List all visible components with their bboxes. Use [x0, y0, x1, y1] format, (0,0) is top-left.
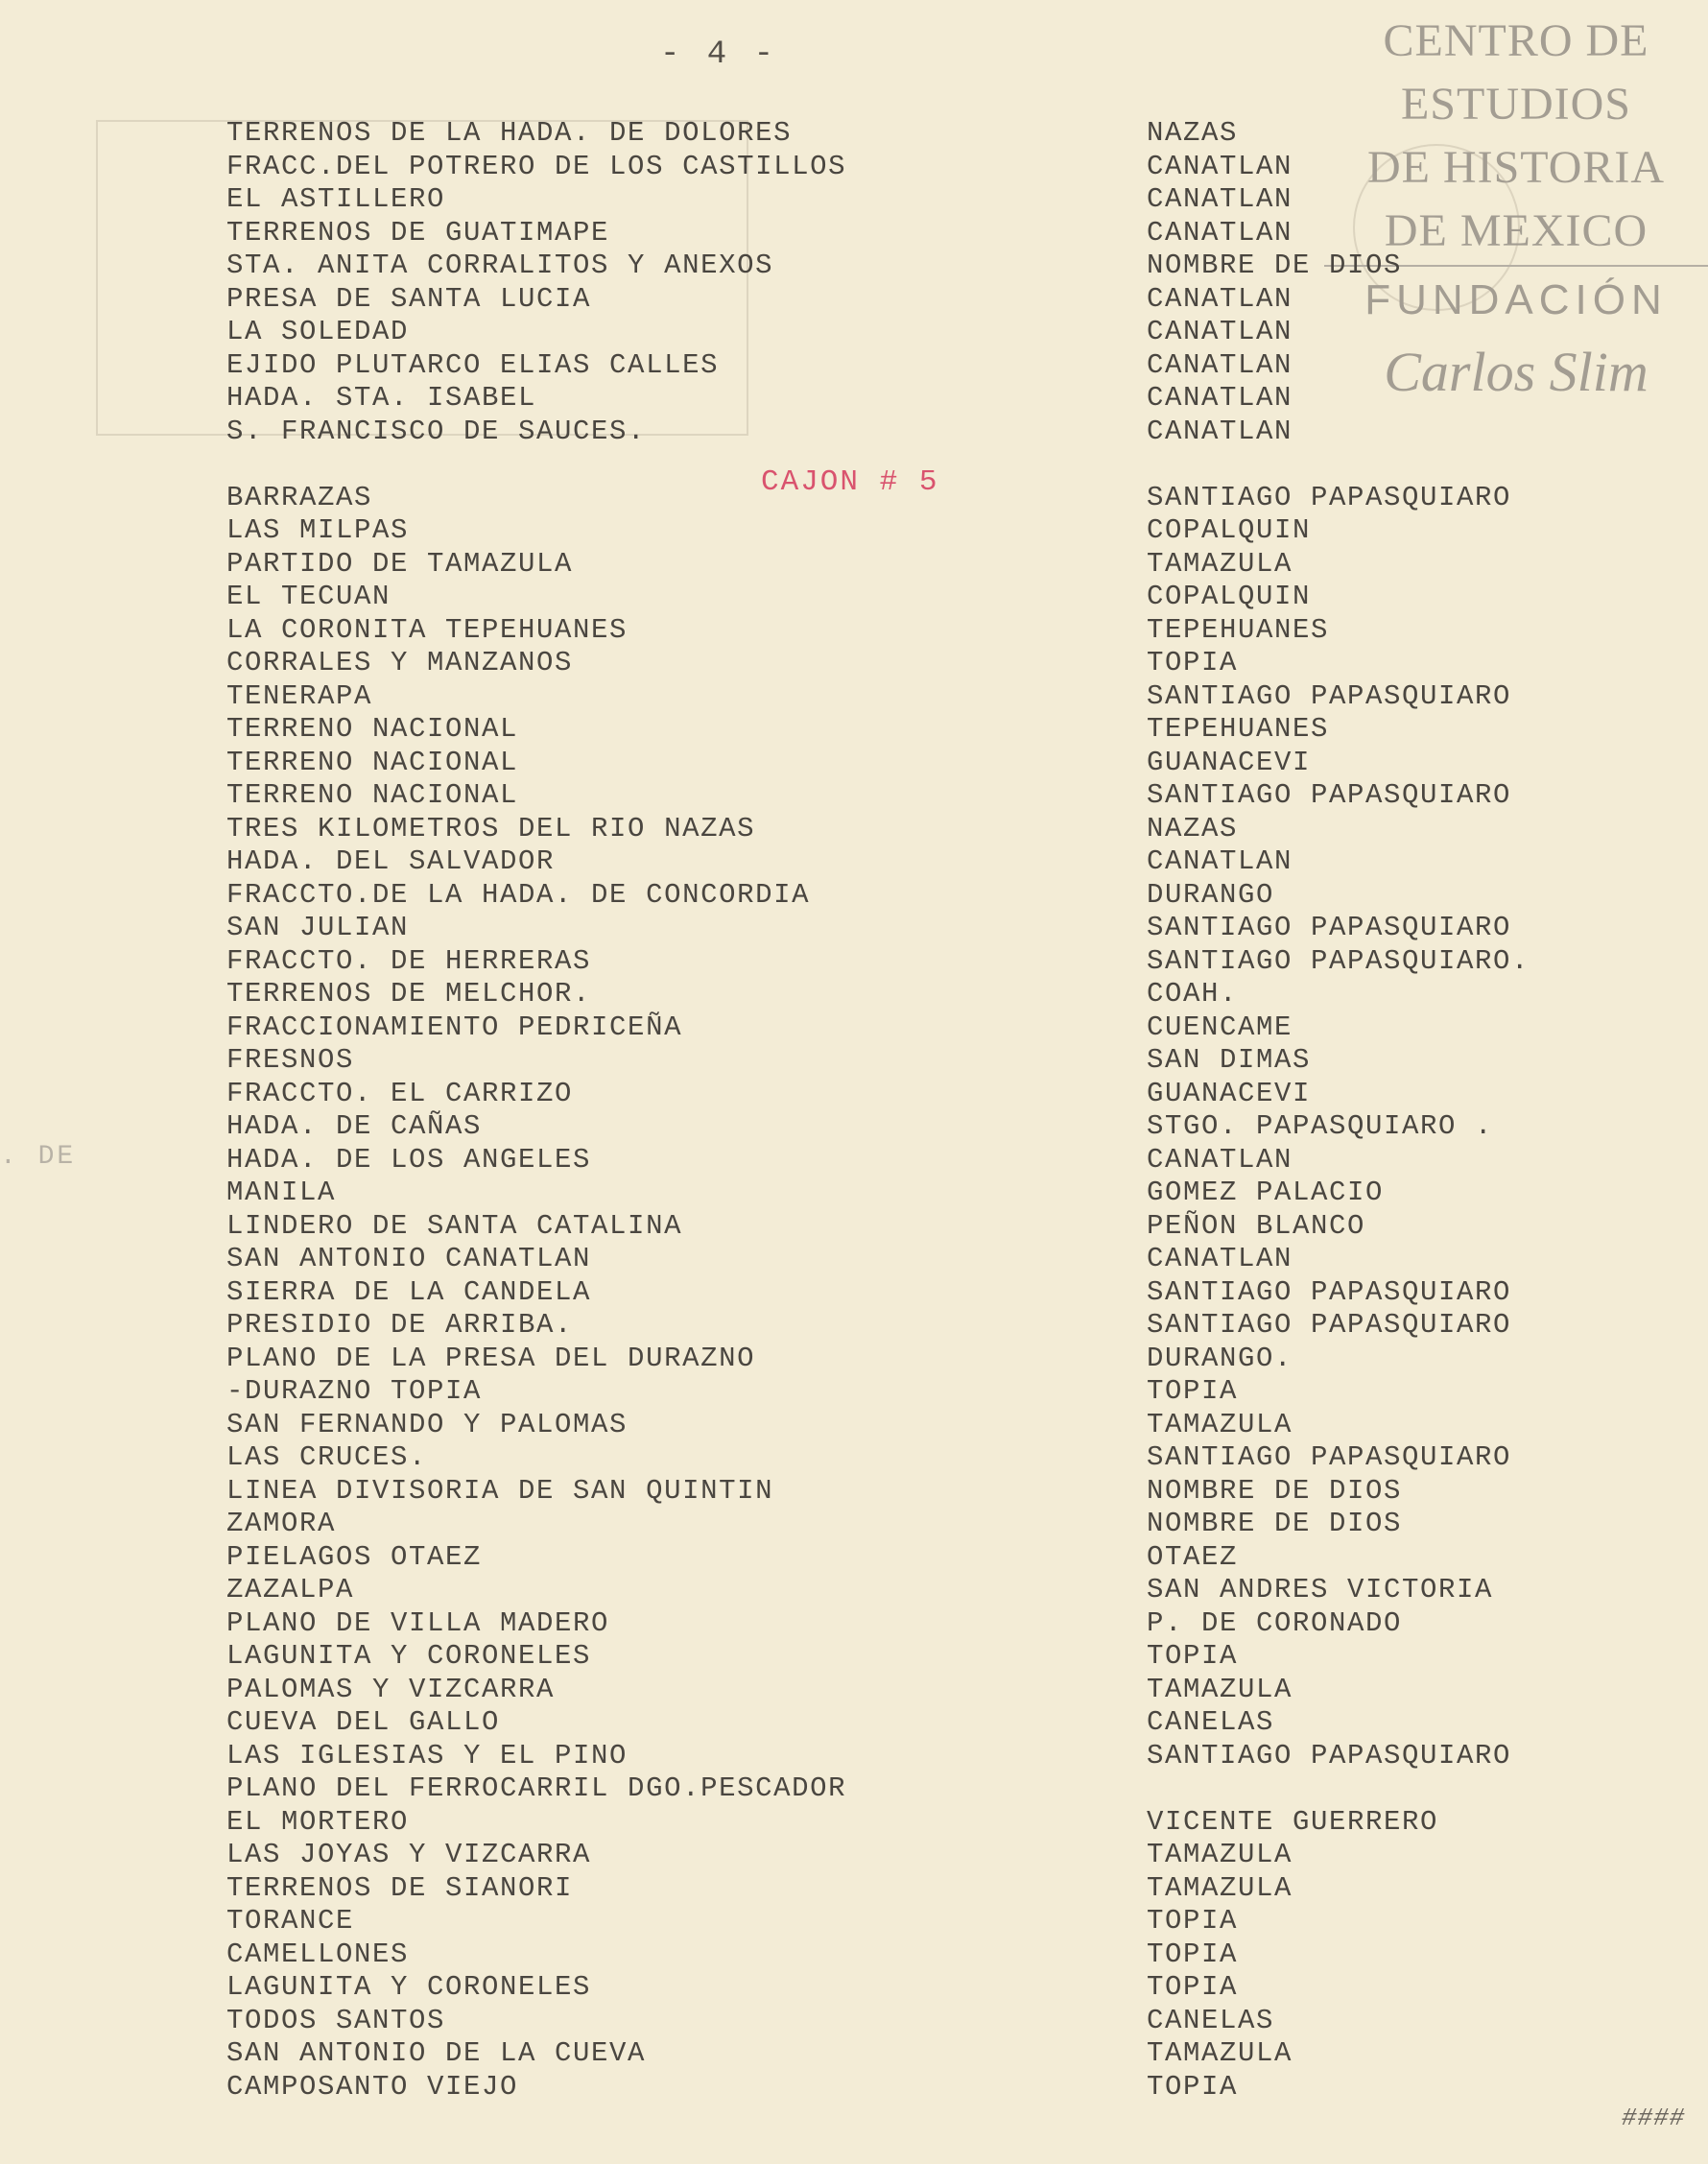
municipality-name: DURANGO. — [1147, 1342, 1293, 1374]
place-name: HADA. DE LOS ANGELES — [226, 1143, 592, 1176]
place-name: PIELAGOS OTAEZ — [226, 1540, 483, 1573]
place-name: ZAMORA — [226, 1508, 337, 1539]
place-name: TERRENO NACIONAL — [226, 746, 519, 778]
place-name: LA SOLEDAD — [226, 316, 410, 347]
municipality-name: OTAEZ — [1147, 1540, 1239, 1573]
municipality-name: SAN ANDRES VICTORIA — [1147, 1574, 1494, 1605]
place-name: FRACCTO.DE LA HADA. DE CONCORDIA — [226, 878, 811, 911]
blank-line — [226, 448, 956, 482]
section-heading: CAJON # 5 — [761, 465, 939, 499]
municipality-name: COPALQUIN — [1147, 581, 1312, 612]
place-name: HADA. DE CAÑAS — [226, 1110, 483, 1142]
place-name: FRACCTO. DE HERRERAS — [226, 944, 592, 977]
municipality-name: SANTIAGO PAPASQUIARO. — [1147, 944, 1530, 977]
municipality-name: SANTIAGO PAPASQUIARO — [1147, 1441, 1512, 1473]
municipality-name: CUENCAME — [1147, 1011, 1293, 1043]
place-name: SIERRA DE LA CANDELA — [226, 1275, 592, 1308]
watermark-line: ESTUDIOS — [1400, 79, 1631, 130]
place-name: SAN ANTONIO CANATLAN — [226, 1243, 592, 1274]
municipality-name: COPALQUIN — [1147, 514, 1312, 546]
municipality-name: CANATLAN — [1147, 348, 1293, 381]
municipality-name: CANELAS — [1147, 2004, 1275, 2036]
municipality-name: CANATLAN — [1147, 316, 1293, 347]
blank-line — [1147, 1772, 1684, 1806]
place-name: LAGUNITA Y CORONELES — [226, 1971, 592, 2003]
municipality-name: TOPIA — [1147, 2070, 1239, 2103]
municipality-name: SANTIAGO PAPASQUIARO — [1147, 912, 1512, 943]
place-name: CAMPOSANTO VIEJO — [226, 2070, 519, 2103]
place-name: TERRENOS DE SIANORI — [226, 1871, 574, 1904]
municipality-name: TAMAZULA — [1147, 1871, 1293, 1904]
place-name: CAMELLONES — [226, 1938, 410, 1970]
place-name: TORANCE — [226, 1905, 355, 1937]
place-name: FRACCIONAMIENTO PEDRICEÑA — [226, 1011, 683, 1043]
municipality-name: CANATLAN — [1147, 845, 1293, 877]
municipality-name: CANATLAN — [1147, 150, 1293, 182]
place-names-column — [226, 117, 956, 2104]
place-name: LAS CRUCES. — [226, 1441, 428, 1473]
place-name: LAS MILPAS — [226, 514, 410, 546]
place-name: TRES KILOMETROS DEL RIO NAZAS — [226, 812, 756, 844]
place-name: SAN JULIAN — [226, 912, 410, 943]
watermark-line: DE HISTORIA — [1366, 142, 1666, 193]
place-name: PARTIDO DE TAMAZULA — [226, 547, 574, 580]
municipality-name: SANTIAGO PAPASQUIARO — [1147, 481, 1512, 513]
municipality-name: SANTIAGO PAPASQUIARO — [1147, 679, 1512, 712]
place-name: SAN ANTONIO DE LA CUEVA — [226, 2037, 647, 2069]
municipality-name: P. DE CORONADO — [1147, 1606, 1403, 1639]
blank-line — [1147, 448, 1684, 482]
municipality-name: TEPEHUANES — [1147, 613, 1330, 646]
municipality-name: VICENTE GUERRERO — [1147, 1805, 1439, 1838]
place-name: EL TECUAN — [226, 581, 391, 612]
municipality-name: TEPEHUANES — [1147, 713, 1330, 745]
municipality-name: STGO. PAPASQUIARO . — [1147, 1110, 1494, 1142]
place-name: TERRENOS DE GUATIMAPE — [226, 216, 610, 249]
municipality-name: GUANACEVI — [1147, 746, 1312, 778]
municipality-name: SANTIAGO PAPASQUIARO — [1147, 1309, 1512, 1341]
place-name: TERRENOS DE MELCHOR. — [226, 978, 592, 1010]
municipality-name: SANTIAGO PAPASQUIARO — [1147, 779, 1512, 811]
place-name: LAS IGLESIAS Y EL PINO — [226, 1739, 629, 1772]
place-name: TODOS SANTOS — [226, 2004, 446, 2036]
municipality-name: TAMAZULA — [1147, 547, 1293, 580]
place-name: FRESNOS — [226, 1044, 355, 1076]
end-mark: #### — [1622, 2104, 1686, 2132]
municipality-name: TOPIA — [1147, 1971, 1239, 2003]
page-number: - 4 - — [660, 36, 778, 73]
place-name: CORRALES Y MANZANOS — [226, 647, 574, 678]
municipality-name: CANATLAN — [1147, 183, 1293, 215]
municipality-name: CANATLAN — [1147, 415, 1293, 447]
municipality-name: TOPIA — [1147, 1938, 1239, 1970]
municipality-name: CANELAS — [1147, 1706, 1275, 1738]
place-name: PRESIDIO DE ARRIBA. — [226, 1309, 574, 1341]
municipality-name: NAZAS — [1147, 812, 1239, 844]
place-name: S. FRANCISCO DE SAUCES. — [226, 415, 647, 447]
place-name: EJIDO PLUTARCO ELIAS CALLES — [226, 348, 720, 381]
municipality-name: NOMBRE DE DIOS — [1147, 1508, 1403, 1539]
municipality-name: GOMEZ PALACIO — [1147, 1177, 1385, 1208]
place-name: FRACC.DEL POTRERO DE LOS CASTILLOS — [226, 150, 847, 182]
municipality-name: NAZAS — [1147, 117, 1239, 149]
municipality-name: CANATLAN — [1147, 382, 1293, 414]
municipality-name: CANATLAN — [1147, 1243, 1293, 1274]
place-name: SAN FERNANDO Y PALOMAS — [226, 1408, 629, 1440]
municipality-name: SAN DIMAS — [1147, 1044, 1312, 1076]
place-name: MANILA — [226, 1177, 337, 1208]
place-name: LINEA DIVISORIA DE SAN QUINTIN — [226, 1474, 774, 1507]
watermark-line: CENTRO DE — [1383, 15, 1649, 66]
place-name: TENERAPA — [226, 679, 373, 712]
place-name: TERRENOS DE LA HADA. DE DOLORES — [226, 117, 793, 149]
place-name: HADA. DEL SALVADOR — [226, 845, 556, 877]
municipality-name: TAMAZULA — [1147, 1673, 1293, 1705]
municipality-name: TOPIA — [1147, 647, 1239, 678]
watermark-line: DE MEXICO — [1384, 205, 1649, 256]
place-name: TERRENO NACIONAL — [226, 713, 519, 745]
municipality-name: NOMBRE DE DIOS — [1147, 250, 1403, 281]
municipality-name: TAMAZULA — [1147, 2037, 1293, 2069]
place-name: PLANO DE VILLA MADERO — [226, 1606, 610, 1639]
municipality-name: TAMAZULA — [1147, 1839, 1293, 1870]
municipality-name: COAH. — [1147, 978, 1239, 1010]
place-name: EL MORTERO — [226, 1805, 410, 1838]
place-name: PRESA DE SANTA LUCIA — [226, 282, 592, 315]
place-name: PALOMAS Y VIZCARRA — [226, 1673, 556, 1705]
municipality-name: PEÑON BLANCO — [1147, 1209, 1366, 1242]
place-name: PLANO DE LA PRESA DEL DURAZNO — [226, 1342, 756, 1374]
municipality-name: TOPIA — [1147, 1375, 1239, 1407]
place-name: STA. ANITA CORRALITOS Y ANEXOS — [226, 250, 774, 281]
watermark-foundation: FUNDACIÓN — [1364, 276, 1668, 323]
municipality-name: DURANGO — [1147, 878, 1275, 911]
municipality-name: TOPIA — [1147, 1640, 1239, 1672]
municipality-name: CANATLAN — [1147, 1143, 1293, 1176]
place-name: TERRENO NACIONAL — [226, 779, 519, 811]
municipality-name: TAMAZULA — [1147, 1408, 1293, 1440]
place-name: ZAZALPA — [226, 1574, 355, 1605]
municipalities-column — [1147, 117, 1684, 2104]
place-name: FRACCTO. EL CARRIZO — [226, 1077, 574, 1109]
place-name: LAGUNITA Y CORONELES — [226, 1640, 592, 1672]
place-name: HADA. STA. ISABEL — [226, 382, 537, 414]
municipality-name: SANTIAGO PAPASQUIARO — [1147, 1739, 1512, 1772]
place-name: PLANO DEL FERROCARRIL DGO.PESCADOR — [226, 1772, 847, 1804]
place-name: LAS JOYAS Y VIZCARRA — [226, 1839, 592, 1870]
margin-mark: . DE — [0, 1142, 77, 1172]
place-name: -DURAZNO TOPIA — [226, 1375, 483, 1407]
place-name: BARRAZAS — [226, 481, 373, 513]
municipality-name: SANTIAGO PAPASQUIARO — [1147, 1275, 1512, 1308]
place-name: LA CORONITA TEPEHUANES — [226, 613, 629, 646]
municipality-name: TOPIA — [1147, 1905, 1239, 1937]
municipality-name: CANATLAN — [1147, 216, 1293, 249]
municipality-name: CANATLAN — [1147, 282, 1293, 315]
watermark-signature: Carlos Slim — [1384, 341, 1649, 403]
place-name: LINDERO DE SANTA CATALINA — [226, 1209, 683, 1242]
municipality-name: NOMBRE DE DIOS — [1147, 1474, 1403, 1507]
place-name: EL ASTILLERO — [226, 183, 446, 215]
place-name: CUEVA DEL GALLO — [226, 1706, 501, 1738]
municipality-name: GUANACEVI — [1147, 1077, 1312, 1109]
